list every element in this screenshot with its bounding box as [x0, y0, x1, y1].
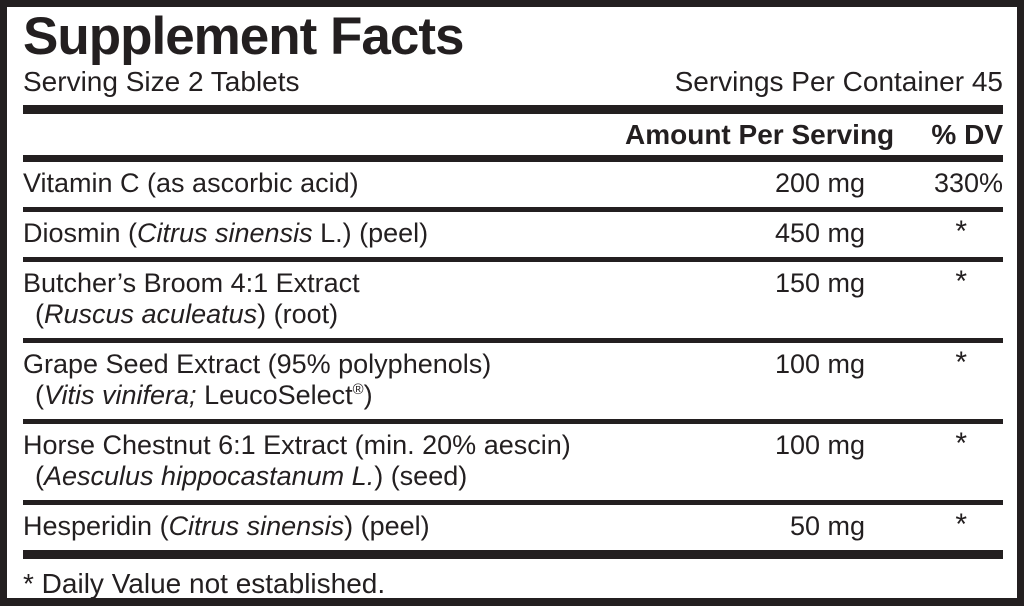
thick-rule-top — [23, 105, 1003, 114]
column-header-amount: Amount Per Serving — [625, 119, 895, 150]
ingredient-name-line: Grape Seed Extract (95% polyphenols) — [23, 349, 492, 379]
ingredient-name — [23, 168, 625, 199]
ingredient-amount: 450 mg — [774, 218, 865, 248]
ingredient-row — [23, 212, 1003, 262]
ingredient-dv: * — [955, 265, 967, 298]
ingredient-dv: * — [955, 215, 967, 248]
supplement-facts-title: Supplement Facts — [23, 7, 464, 66]
column-header-row — [23, 114, 1003, 162]
ingredient-name-line: (Vitis vinifera; LeucoSelect®) — [35, 380, 373, 410]
ingredient-dv: * — [955, 427, 967, 460]
servings-per-container: Servings Per Container 45 — [674, 66, 1003, 97]
ingredient-dv: 330% — [933, 168, 1003, 198]
ingredient-name-line: Vitamin C (as ascorbic acid) — [23, 168, 359, 198]
ingredient-name-line: Diosmin (Citrus sinensis L.) (peel) — [23, 218, 429, 248]
ingredient-name — [23, 268, 625, 330]
ingredient-row — [23, 262, 1003, 343]
ingredient-row — [23, 424, 1003, 505]
ingredient-amount: 100 mg — [774, 349, 865, 379]
ingredient-row — [23, 162, 1003, 212]
ingredient-name-line: Horse Chestnut 6:1 Extract (min. 20% aescin) — [23, 430, 571, 460]
ingredient-name — [23, 430, 625, 492]
ingredient-name — [23, 218, 625, 249]
ingredient-name — [23, 349, 625, 411]
ingredient-name-line: Butcher’s Broom 4:1 Extract — [23, 268, 360, 298]
ingredient-row — [23, 343, 1003, 424]
ingredient-amount: 150 mg — [774, 268, 865, 298]
serving-info-row — [23, 65, 1003, 99]
ingredient-name — [23, 511, 625, 542]
daily-value-footnote: * Daily Value not established. — [23, 568, 386, 599]
ingredient-name-line: Hesperidin (Citrus sinensis) (peel) — [23, 511, 430, 541]
ingredient-name-line: (Ruscus aculeatus) (root) — [35, 299, 339, 329]
serving-size: Serving Size 2 Tablets — [23, 66, 300, 97]
ingredient-rows — [23, 162, 1003, 550]
ingredient-amount: 50 mg — [789, 511, 865, 541]
ingredient-amount: 200 mg — [774, 168, 865, 198]
ingredient-amount: 100 mg — [774, 430, 865, 460]
ingredient-name-line: (Aesculus hippocastanum L.) (seed) — [35, 461, 468, 491]
thick-rule-bottom — [23, 550, 1003, 559]
ingredient-row — [23, 505, 1003, 550]
ingredient-dv: * — [955, 346, 967, 379]
ingredient-dv: * — [955, 508, 967, 541]
column-header-dv: % DV — [931, 119, 1003, 150]
